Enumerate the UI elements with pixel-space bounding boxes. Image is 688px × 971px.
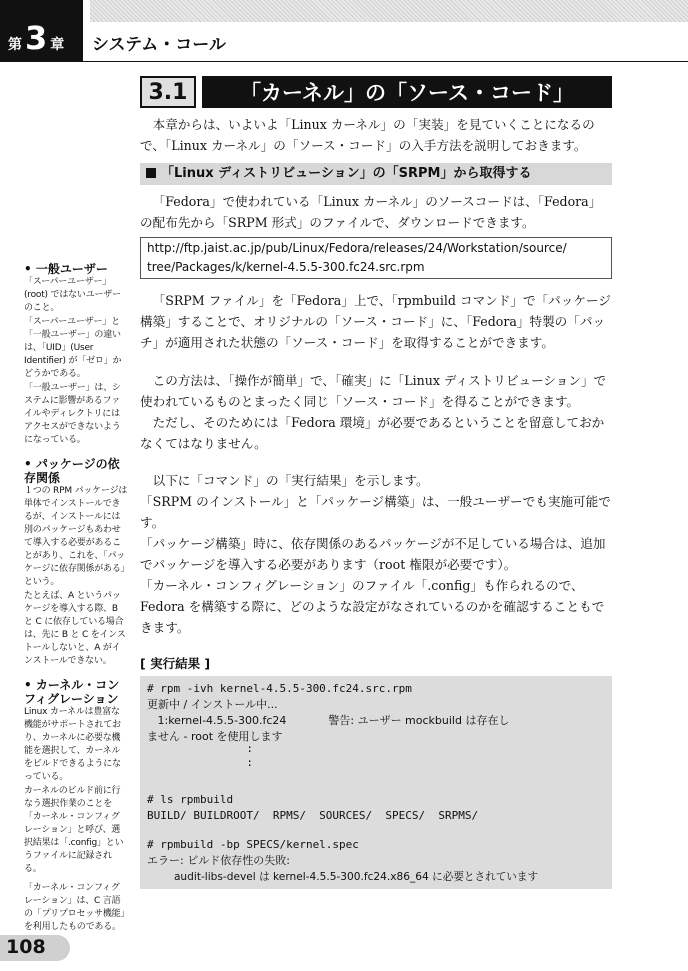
note-general-user — [24, 262, 128, 447]
square-bullet-icon — [146, 168, 156, 178]
code-line: BUILD/ BUILDROOT/ RPMS/ SOURCES/ SPECS/ SRPMS/ — [147, 809, 479, 822]
code-line: ません - root を使用します — [147, 730, 283, 743]
page-number: 108 — [6, 936, 46, 958]
note-kernel-config — [24, 678, 128, 934]
paragraph-rpmbuild: 「SRPM ファイル」を「Fedora」上で、「rpmbuild コマンド」で「パッケージ構築」することで、オリジナルの「ソース・コード」に、「Fedora」特製の「パッチ」が適用された状態の「ソース・コード」を取得することができます。 — [140, 293, 611, 350]
note-text: 「スーパーユーザー」(root) ではないユーザーのこと。 — [24, 277, 121, 313]
intro-paragraph: 本章からは、いよいよ「Linux カーネル」の「実装」を見ていくことになるので、「Linux カーネル」の「ソース・コード」の入手方法を説明しておきます。 — [140, 117, 595, 153]
paragraph-caution: ただし、そのためには「Fedora 環境」が必要であるということを留意しておかなくてはなりません。 — [140, 415, 605, 451]
note-title: • カーネル・コンフィグレーション — [24, 678, 120, 706]
sidebar-notes — [24, 262, 128, 944]
code-line: # rpm -ivh kernel-4.5.5-300.fc24.src.rpm — [147, 682, 412, 695]
header-pattern-bar — [90, 0, 688, 22]
paragraph-fedora-source: 「Fedora」で使われている「Linux カーネル」のソースコードは、「Fedora」の配布先から「SRPM 形式」のファイルで、ダウンロードできます。 — [140, 194, 602, 230]
code-line: # ls rpmbuild — [147, 793, 234, 806]
chapter-suffix: 章 — [50, 37, 65, 53]
note-text: たとえば、A というパッケージを導入する際、B と C に依存している場合は、先に B と C をインストールしないと、A がインストールできない。 — [24, 591, 126, 666]
chapter-number: 3 — [25, 19, 48, 57]
paragraph-results-intro: 以下に「コマンド」の「実行結果」を示します。 — [152, 473, 429, 488]
note-text: 「スーパーユーザー」と「一般ユーザー」の違いは、「UID」(User Identifier) が「ゼロ」かどうかである。 — [24, 317, 122, 379]
code-block — [140, 676, 612, 889]
subheading-text: 「Linux ディストリビューション」の「SRPM」から取得する — [161, 166, 532, 181]
chapter-tab — [0, 0, 83, 62]
code-line: エラー: ビルド依存性の失敗: — [147, 854, 290, 867]
note-text: 「一般ユーザー」は、システムに影響があるファイルやディレクトリにはアクセスができないようになっている。 — [24, 383, 121, 445]
code-line: audit-libs-devel は kernel-4.5.5-300.fc24.x86_64 に必要とされています — [147, 871, 539, 883]
result-label: [ 実行結果 ] — [140, 656, 211, 671]
note-dependency — [24, 457, 128, 668]
note-text: １つの RPM パッケージは単体でインストールできるが、インストールには別のパッケージもあわせて導入する必要があることがあり、これを、「パッケージに依存関係がある」という。 — [24, 486, 128, 587]
section-number: 3.1 — [140, 76, 196, 108]
note-title: • パッケージの依存関係 — [24, 457, 120, 485]
paragraph-general-user: 「SRPM のインストール」と「パッケージ構築」は、一般ユーザーでも実施可能です。 — [140, 494, 611, 530]
subheading — [140, 163, 612, 185]
paragraph-config: 「カーネル・コンフィグレーション」のファイル「.config」も作られるので、Fedora を構築する際に、どのような設定がなされているのかを確認することもできます。 — [140, 578, 605, 635]
note-title: • 一般ユーザー — [24, 262, 108, 276]
section-title: 「カーネル」の「ソース・コード」 — [202, 76, 612, 108]
paragraph-dependency: 「パッケージ構築」時に、依存関係のあるパッケージが不足している場合は、追加でパッケージを導入する必要があります（root 権限が必要です）。 — [140, 536, 606, 572]
note-text: 「カーネル・コンフィグレーション」は、C 言語の「プリプロセッサ機能」を利用したものである。 — [24, 883, 125, 932]
code-line: 更新中 / インストール中... — [147, 698, 278, 711]
url-line: tree/Packages/k/kernel-4.5.5-300.fc24.src.rpm — [147, 260, 425, 274]
url-box — [140, 237, 612, 279]
chapter-label — [8, 19, 65, 57]
note-text: カーネルのビルド前に行なう選択作業のことを「カーネル・コンフィグレーション」と呼び、選択結果は「.config」というファイルに記録される。 — [24, 786, 124, 874]
header-divider — [83, 61, 688, 62]
url-line: http://ftp.jaist.ac.jp/pub/Linux/Fedora/releases/24/Workstation/source/ — [147, 241, 567, 255]
code-line: : — [147, 742, 253, 755]
note-text: Linux カーネルは豊富な機能がサポートされており、カーネルに必要な機能を選択して、カーネルをビルドできるようになっている。 — [24, 707, 121, 782]
paragraph-method: この方法は、「操作が簡単」で、「確実」に「Linux ディストリビューション」で使われているものとまったく同じ「ソース・コード」を得ることができます。 — [140, 373, 607, 409]
code-line: : — [147, 756, 253, 769]
chapter-prefix: 第 — [8, 37, 22, 53]
code-line: 1:kernel-4.5.5-300.fc24 警告: ユーザー mockbuild は存在し — [147, 714, 510, 727]
chapter-title: システム・コール — [92, 35, 226, 55]
code-line: # rpmbuild -bp SPECS/kernel.spec — [147, 838, 359, 851]
